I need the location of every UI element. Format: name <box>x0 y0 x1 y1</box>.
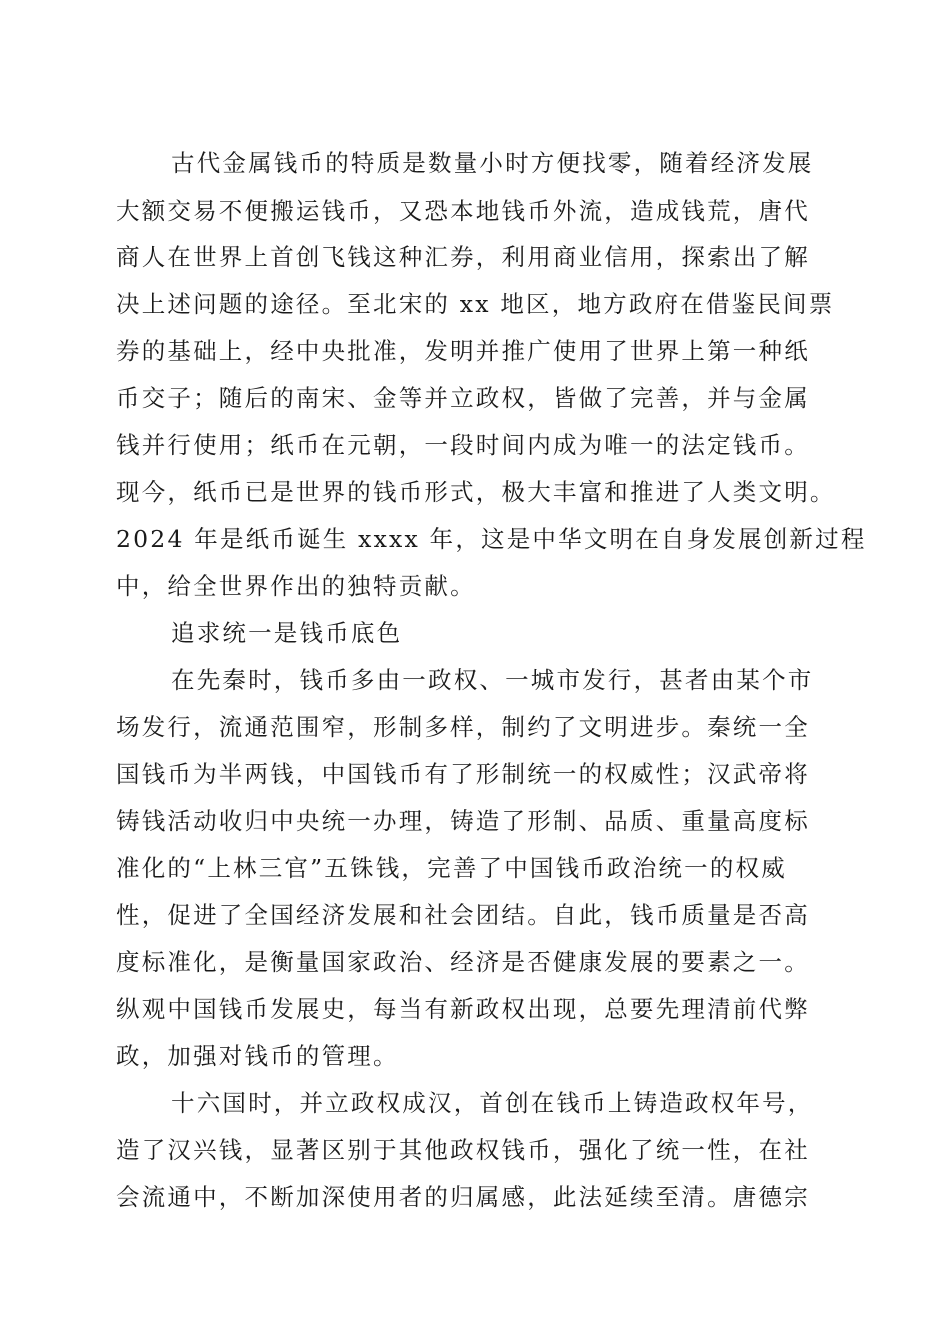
paragraph-line: 会流通中，不断加深使用者的归属感，此法延续至清。唐德宗 <box>116 1183 810 1211</box>
paragraph-line: 度标准化，是衡量国家政治、经济是否健康发展的要素之一。 <box>116 948 810 976</box>
paragraph-line: 在先秦时，钱币多由一政权、一城市发行，甚者由某个市 <box>171 666 814 694</box>
paragraph-line: 决上述问题的途径。至北宋的 xx 地区，地方政府在借鉴民间票 <box>116 290 835 318</box>
paragraph-line: 场发行，流通范围窄，形制多样，制约了文明进步。秦统一全 <box>116 713 810 741</box>
paragraph-line: 现今，纸币已是世界的钱币形式，极大丰富和推进了人类文明。 <box>116 478 836 506</box>
paragraph-line: 准化的“上林三官”五铢钱，完善了中国钱币政治统一的权威 <box>116 854 787 882</box>
paragraph-line: 大额交易不便搬运钱币，又恐本地钱币外流，造成钱荒，唐代 <box>116 197 810 225</box>
paragraph-line: 政，加强对钱币的管理。 <box>116 1042 399 1070</box>
paragraph-line: 2024 年是纸币诞生 xxxx 年，这是中华文明在自身发展创新过程 <box>116 525 867 553</box>
paragraph-line: 性，促进了全国经济发展和社会团结。自此，钱币质量是否高 <box>116 901 810 929</box>
paragraph-line: 国钱币为半两钱，中国钱币有了形制统一的权威性；汉武帝将 <box>116 760 810 788</box>
paragraph-line: 钱并行使用；纸币在元朝，一段时间内成为唯一的法定钱币。 <box>116 431 810 459</box>
paragraph-line: 古代金属钱币的特质是数量小时方便找零，随着经济发展 <box>171 149 814 177</box>
paragraph-line: 十六国时，并立政权成汉，首创在钱币上铸造政权年号， <box>171 1089 814 1117</box>
paragraph-line: 铸钱活动收归中央统一办理，铸造了形制、品质、重量高度标 <box>116 807 810 835</box>
paragraph-line: 纵观中国钱币发展史，每当有新政权出现，总要先理清前代弊 <box>116 995 810 1023</box>
section-heading: 追求统一是钱币底色 <box>171 619 403 647</box>
paragraph-line: 币交子；随后的南宋、金等并立政权，皆做了完善，并与金属 <box>116 384 810 412</box>
paragraph-line: 中，给全世界作出的独特贡献。 <box>116 572 476 600</box>
paragraph-line: 造了汉兴钱，显著区别于其他政权钱币，强化了统一性，在社 <box>116 1136 810 1164</box>
paragraph-line: 商人在世界上首创飞钱这种汇券，利用商业信用，探索出了解 <box>116 243 810 271</box>
paragraph-line: 券的基础上，经中央批准，发明并推广使用了世界上第一种纸 <box>116 337 810 365</box>
